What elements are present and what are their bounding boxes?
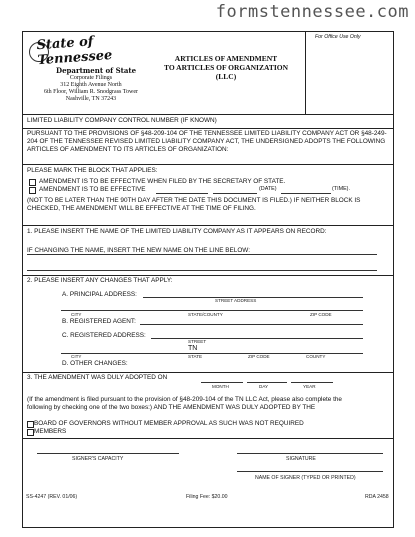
state-logo: State of Tennessee — [36, 34, 113, 69]
street-caption: STREET — [188, 339, 207, 344]
filing-fee: Filing Fee: $20.00 — [186, 494, 228, 500]
office-use-box — [305, 32, 395, 114]
members-checkbox[interactable] — [27, 429, 34, 436]
address-line: Corporate Filings — [69, 75, 113, 81]
principal-city-line[interactable] — [61, 310, 363, 311]
board-option-label: BOARD OF GOVERNORS WITHOUT MEMBER APPROVAL AS SUCH WAS NOT REQUIRED — [34, 420, 304, 427]
signer-name-caption: NAME OF SIGNER (TYPED OR PRINTED) — [255, 475, 356, 481]
effective-option-1: AMENDMENT IS TO BE EFFECTIVE WHEN FILED BY THE SECRETARY OF STATE. — [39, 178, 286, 185]
address-line: 6th Floor, William R. Snodgrass Tower — [43, 89, 139, 95]
street-address-caption: STREET ADDRESS — [215, 298, 257, 303]
other-changes-label: D. OTHER CHANGES: — [62, 360, 128, 367]
date-label: (DATE) — [259, 186, 277, 192]
board-of-governors-checkbox[interactable] — [27, 421, 34, 428]
section-1-label: 1. PLEASE INSERT THE NAME OF THE LIMITED LIABILITY COMPANY AS IT APPEARS ON RECORD: — [27, 228, 327, 235]
section-2-label: 2. PLEASE INSERT ANY CHANGES THAT APPLY: — [27, 277, 173, 284]
signer-capacity-caption: SIGNER'S CAPACITY — [72, 456, 124, 462]
effective-when-filed-checkbox[interactable] — [29, 179, 36, 186]
registered-agent-label: B. REGISTERED AGENT: — [62, 318, 136, 325]
office-use-label: For Office Use Only — [315, 34, 361, 40]
effective-date-checkbox[interactable] — [29, 187, 36, 194]
effective-time-line[interactable] — [281, 193, 331, 194]
zip-caption: ZIP CODE — [310, 312, 332, 317]
watermark: formstennessee.com — [215, 2, 409, 22]
principal-address-label: A. PRINCIPAL ADDRESS: — [62, 291, 137, 298]
state-county-caption: STATE/COUNTY — [188, 312, 223, 317]
adopted-month-line[interactable] — [201, 382, 243, 383]
city-caption-2: CITY — [71, 354, 82, 359]
form-number: SS-4247 (REV. 01/06) — [26, 494, 78, 500]
registered-agent-line[interactable] — [140, 324, 363, 325]
effective-heading: PLEASE MARK THE BLOCK THAT APPLIES: — [27, 167, 158, 174]
form-title: ARTICLES OF AMENDMENT TO ARTICLES OF ORGANIZATION (LLC) — [164, 54, 288, 81]
month-caption: MONTH — [212, 384, 229, 389]
section-3-note: (If the amendment is filed pursuant to the provision of §48-209-104 of the TN LLC Act, please also complete the following by checking one of the two boxes:) AND THE AMENDMENT WAS DULY ADOPTED BY THE — [27, 396, 342, 411]
section-1-sub: IF CHANGING THE NAME, INSERT THE NEW NAME ON THE LINE BELOW: — [27, 247, 250, 254]
signer-name-line[interactable] — [237, 471, 383, 472]
department-name: Department of State — [56, 66, 137, 75]
city-caption: CITY — [71, 312, 82, 317]
signer-capacity-line[interactable] — [37, 453, 179, 454]
registered-address-label: C. REGISTERED ADDRESS: — [62, 332, 146, 339]
registered-address-line[interactable] — [151, 338, 363, 339]
signature-line[interactable] — [237, 453, 383, 454]
year-caption: YEAR — [303, 384, 316, 389]
county-caption: COUNTY — [306, 354, 326, 359]
address-line: 312 Eighth Avenue North — [60, 82, 122, 88]
section-3-label: 3. THE AMENDMENT WAS DULY ADOPTED ON — [27, 374, 168, 381]
adopted-year-line[interactable] — [291, 382, 333, 383]
address-line: Nashville, TN 37243 — [65, 96, 117, 102]
zip-caption-2: ZIP CODE — [248, 354, 270, 359]
adopted-day-line[interactable] — [247, 382, 287, 383]
preamble-text: PURSUANT TO THE PROVISIONS OF §48-209-104 OF THE TENNESSEE LIMITED LIABILITY COMPANY ACT OR §48-249-204 OF THE TENNESSEE REVISED LIMITED LIABILITY COMPANY ACT, THE UNDERSIGNED ADOPTS THE FOLLOWING ARTICLES OF AMENDMENT TO ITS ARTICLES OF ORGANIZATION: — [27, 130, 387, 153]
amendment-form — [22, 31, 394, 528]
effective-note: (NOT TO BE LATER THAN THE 90TH DAY AFTER THE DATE THIS DOCUMENT IS FILED.) IF NEITHER BLOCK IS CHECKED, THE AMENDMENT WILL BE EFFECTIVE AT THE TIME OF FILING. — [27, 197, 361, 212]
members-option-label: MEMBERS — [34, 428, 67, 435]
time-label: (TIME). — [332, 186, 350, 192]
effective-date-line-2[interactable] — [213, 193, 257, 194]
state-tn-value: TN — [188, 345, 198, 352]
rda-number: RDA 2458 — [365, 494, 389, 500]
control-number-label: LIMITED LIABILITY COMPANY CONTROL NUMBER (IF KNOWN) — [27, 117, 217, 124]
day-caption: DAY — [259, 384, 269, 389]
new-name-line[interactable] — [27, 270, 377, 271]
effective-date-line[interactable] — [156, 193, 208, 194]
address-block — [31, 75, 151, 103]
state-caption: STATE — [188, 354, 203, 359]
signature-caption: SIGNATURE — [286, 456, 316, 462]
effective-option-2: AMENDMENT IS TO BE EFFECTIVE — [39, 186, 146, 193]
